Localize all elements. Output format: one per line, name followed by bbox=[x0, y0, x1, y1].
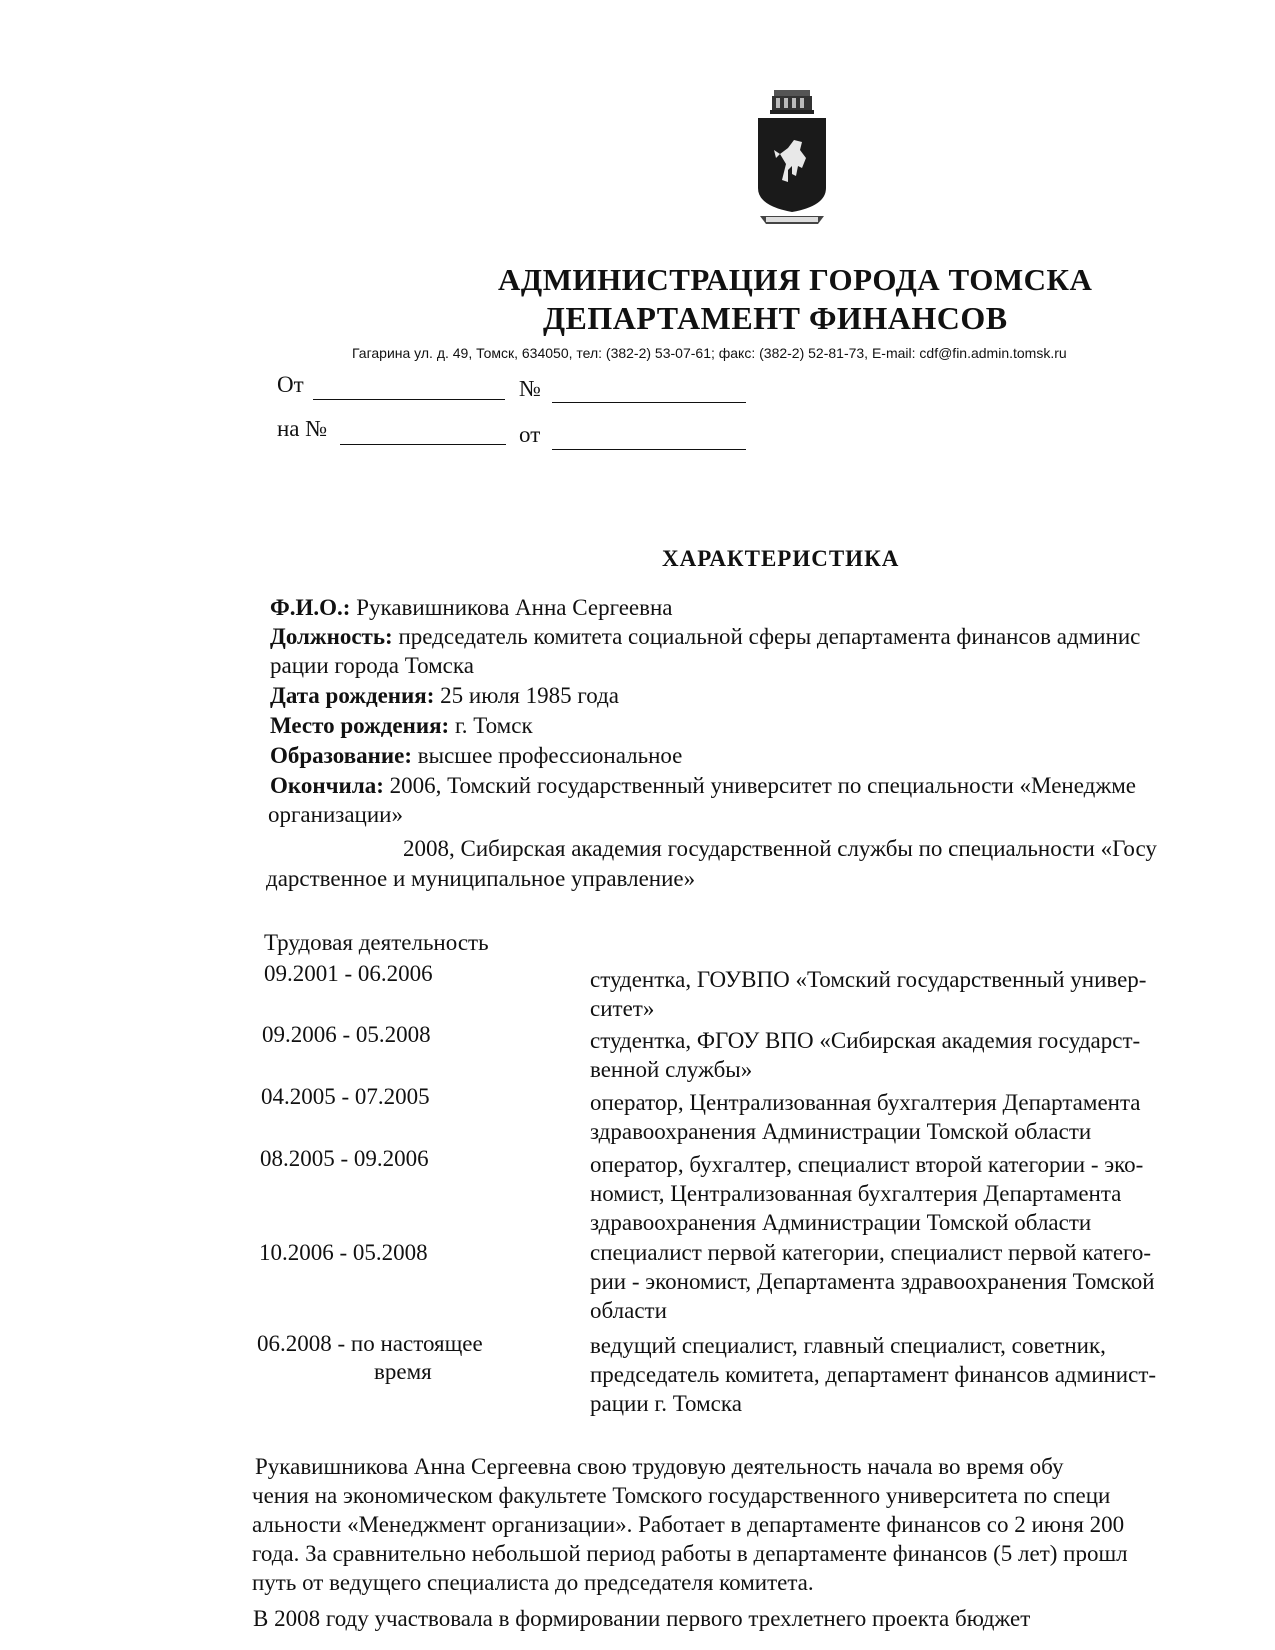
work-desc-line: оператор, Централизованная бухгалтерия Департамента bbox=[590, 1090, 1141, 1115]
work-desc-line: области bbox=[590, 1298, 667, 1323]
work-description bbox=[590, 1026, 1250, 1084]
graduated-row-2: 2008, Сибирская академия государственной службы по специальности «Госу bbox=[403, 836, 1157, 861]
work-desc-line: здравоохранения Администрации Томской области bbox=[590, 1210, 1092, 1235]
work-desc-line: председатель комитета, департамент финансов админист- bbox=[590, 1362, 1157, 1387]
body-paragraph-line: чения на экономическом факультете Томского государственного университета по специ bbox=[252, 1483, 1111, 1508]
work-dates: 10.2006 - 05.2008 bbox=[259, 1240, 428, 1265]
from-label: От bbox=[277, 372, 304, 397]
work-desc-line: студентка, ФГОУ ВПО «Сибирская академия государст- bbox=[590, 1028, 1141, 1053]
position-value: председатель комитета социальной сферы департамента финансов админис bbox=[392, 624, 1141, 649]
birth-value: 25 июля 1985 года bbox=[434, 683, 619, 708]
work-desc-line: специалист первой категории, специалист первой катего- bbox=[590, 1240, 1152, 1265]
work-dates: 06.2008 - по настоящее bbox=[257, 1331, 483, 1356]
work-desc-line: здравоохранения Администрации Томской области bbox=[590, 1119, 1092, 1144]
body-paragraph-line: путь от ведущего специалиста до председателя комитета. bbox=[252, 1570, 814, 1595]
work-desc-line: ситет» bbox=[590, 996, 655, 1021]
work-desc-line: ведущий специалист, главный специалист, советник, bbox=[590, 1333, 1106, 1358]
work-desc-line: рии - экономист, Департамента здравоохранения Томской bbox=[590, 1269, 1155, 1294]
education-label: Образование: bbox=[270, 743, 413, 768]
work-dates-cont: время bbox=[374, 1359, 432, 1384]
birthplace-value: г. Томск bbox=[449, 713, 533, 738]
org-name: АДМИНИСТРАЦИЯ ГОРОДА ТОМСКА bbox=[498, 262, 1093, 297]
education-value: высшее профессиональное bbox=[412, 743, 683, 768]
birthplace-row bbox=[270, 713, 533, 739]
position-label: Должность: bbox=[270, 624, 393, 649]
body-paragraph-line: Рукавишникова Анна Сергеевна свою трудовую деятельность начала во время обу bbox=[255, 1454, 1064, 1479]
contact-address: Гагарина ул. д. 49, Томск, 634050, тел: (382-2) 53-07-61; факс: (382-2) 52-81-73, E-mail: cdf@fin.admin.tomsk.ru bbox=[352, 345, 1067, 361]
graduated-label: Окончила: bbox=[270, 773, 384, 798]
document-title: ХАРАКТЕРИСТИКА bbox=[662, 546, 900, 571]
number-line bbox=[552, 402, 746, 403]
work-dates: 04.2005 - 07.2005 bbox=[261, 1084, 430, 1109]
work-desc-line: номист, Централизованная бухгалтерия Департамента bbox=[590, 1181, 1122, 1206]
work-description bbox=[590, 1331, 1250, 1418]
birth-label: Дата рождения: bbox=[270, 683, 435, 708]
department-name: ДЕПАРТАМЕНТ ФИНАНСОВ bbox=[543, 300, 1008, 336]
fio-value: Рукавишникова Анна Сергеевна bbox=[350, 595, 673, 620]
number-label: № bbox=[519, 376, 541, 401]
work-dates: 09.2001 - 06.2006 bbox=[264, 961, 433, 986]
graduated-row bbox=[270, 773, 1136, 799]
work-heading: Трудовая деятельность bbox=[264, 930, 489, 955]
fio-label: Ф.И.О.: bbox=[270, 595, 351, 620]
reply-number-line bbox=[340, 444, 506, 445]
work-dates: 08.2005 - 09.2006 bbox=[260, 1146, 429, 1171]
work-desc-line: студентка, ГОУВПО «Томский государственный универ- bbox=[590, 967, 1147, 992]
body-paragraph-line: альности «Менеджмент организации». Работает в департаменте финансов со 2 июня 200 bbox=[252, 1512, 1125, 1537]
graduated-row-2-cont: дарственное и муниципальное управление» bbox=[266, 866, 696, 891]
work-dates: 09.2006 - 05.2008 bbox=[262, 1022, 431, 1047]
work-description bbox=[590, 1088, 1250, 1146]
work-description bbox=[590, 965, 1250, 1023]
reply-number-label: на № bbox=[277, 416, 328, 441]
work-desc-line: рации г. Томска bbox=[590, 1391, 742, 1416]
dated-line bbox=[552, 449, 746, 450]
education-row bbox=[270, 743, 682, 769]
position-row-cont: рации города Томска bbox=[270, 653, 474, 678]
body-paragraph-line: года. За сравнительно небольшой период работы в департаменте финансов (5 лет) прошл bbox=[252, 1541, 1128, 1566]
fio-row bbox=[270, 595, 673, 621]
graduated-row-cont: организации» bbox=[268, 802, 403, 827]
coat-of-arms-icon bbox=[752, 88, 832, 230]
work-desc-line: венной службы» bbox=[590, 1057, 753, 1082]
position-row bbox=[270, 624, 1140, 650]
work-description bbox=[590, 1238, 1250, 1325]
work-description bbox=[590, 1150, 1250, 1237]
from-date-line bbox=[313, 399, 505, 400]
birth-row bbox=[270, 683, 619, 709]
body-paragraph-line: В 2008 году участвовала в формировании первого трехлетнего проекта бюджет bbox=[253, 1606, 1031, 1631]
birthplace-label: Место рождения: bbox=[270, 713, 450, 738]
dated-label: от bbox=[519, 422, 541, 447]
graduated-value: 2006, Томский государственный университет по специальности «Менеджме bbox=[383, 773, 1136, 798]
work-desc-line: оператор, бухгалтер, специалист второй категории - эко- bbox=[590, 1152, 1144, 1177]
